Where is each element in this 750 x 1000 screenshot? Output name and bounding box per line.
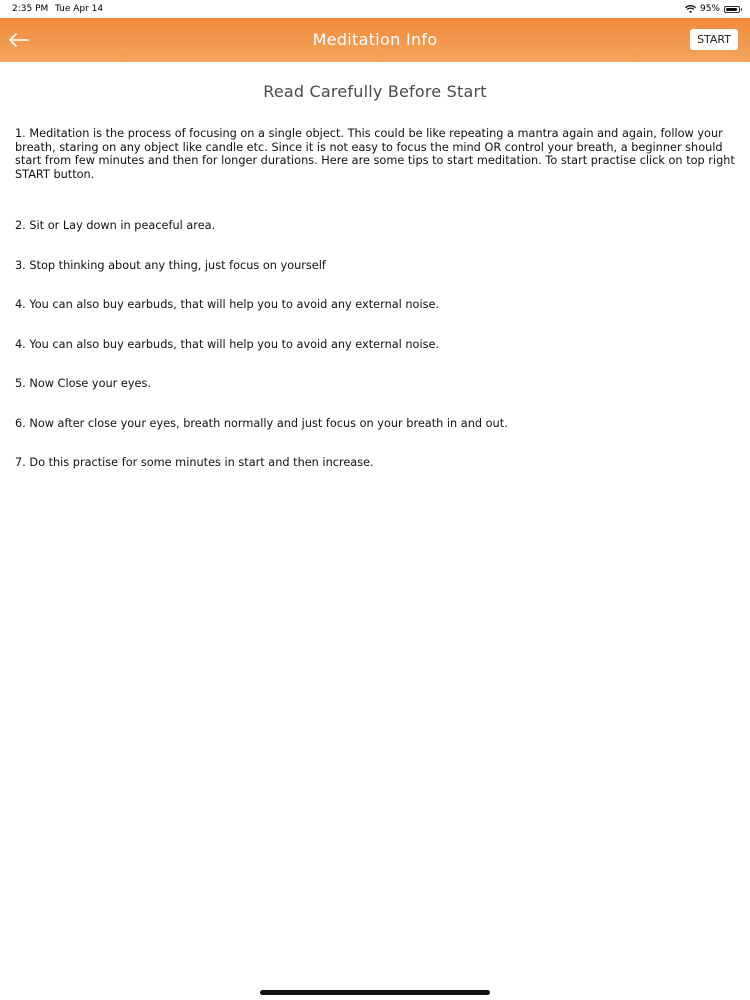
section-heading: Read Carefully Before Start [263, 82, 487, 101]
wifi-icon [685, 5, 696, 13]
tip-item: 6. Now after close your eyes, breath normally and just focus on your breath in and out. [15, 416, 508, 430]
tip-item: 7. Do this practise for some minutes in start and then increase. [15, 456, 374, 469]
page-title: Meditation Info [312, 30, 438, 49]
intro-paragraph: 1. Meditation is the process of focusing on a single object. This could be like repeating a mantra again and again, follow your breath, staring on any object like candle etc. Since it is not easy to focus the mind OR control your breath, a beginner should start from few minutes and then for longer durations. Here are some tips to start meditation. To start practise click on top right START button. [15, 127, 735, 181]
status-indicators [685, 3, 740, 15]
status-time: 2:35 PM [12, 4, 49, 14]
tip-item: 5. Now Close your eyes. [15, 377, 151, 390]
tip-item: 4. You can also buy earbuds, that will help you to avoid any external noise. [15, 337, 440, 351]
navigation-bar [0, 18, 750, 62]
status-date: Tue Apr 14 [55, 4, 104, 14]
battery-fill [726, 8, 737, 11]
home-indicator[interactable] [260, 990, 490, 995]
tip-item: 2. Sit or Lay down in peaceful area. [15, 219, 216, 232]
content-area [15, 62, 735, 496]
battery-icon [724, 6, 740, 13]
tip-item: 4. You can also buy earbuds, that will help you to avoid any external noise. [15, 298, 440, 311]
status-bar [0, 0, 750, 18]
battery-percentage: 95% [699, 4, 720, 14]
start-button[interactable]: START [690, 29, 738, 50]
tips-list [15, 219, 735, 470]
tip-item: 3. Stop thinking about any thing, just focus on yourself [15, 258, 326, 272]
